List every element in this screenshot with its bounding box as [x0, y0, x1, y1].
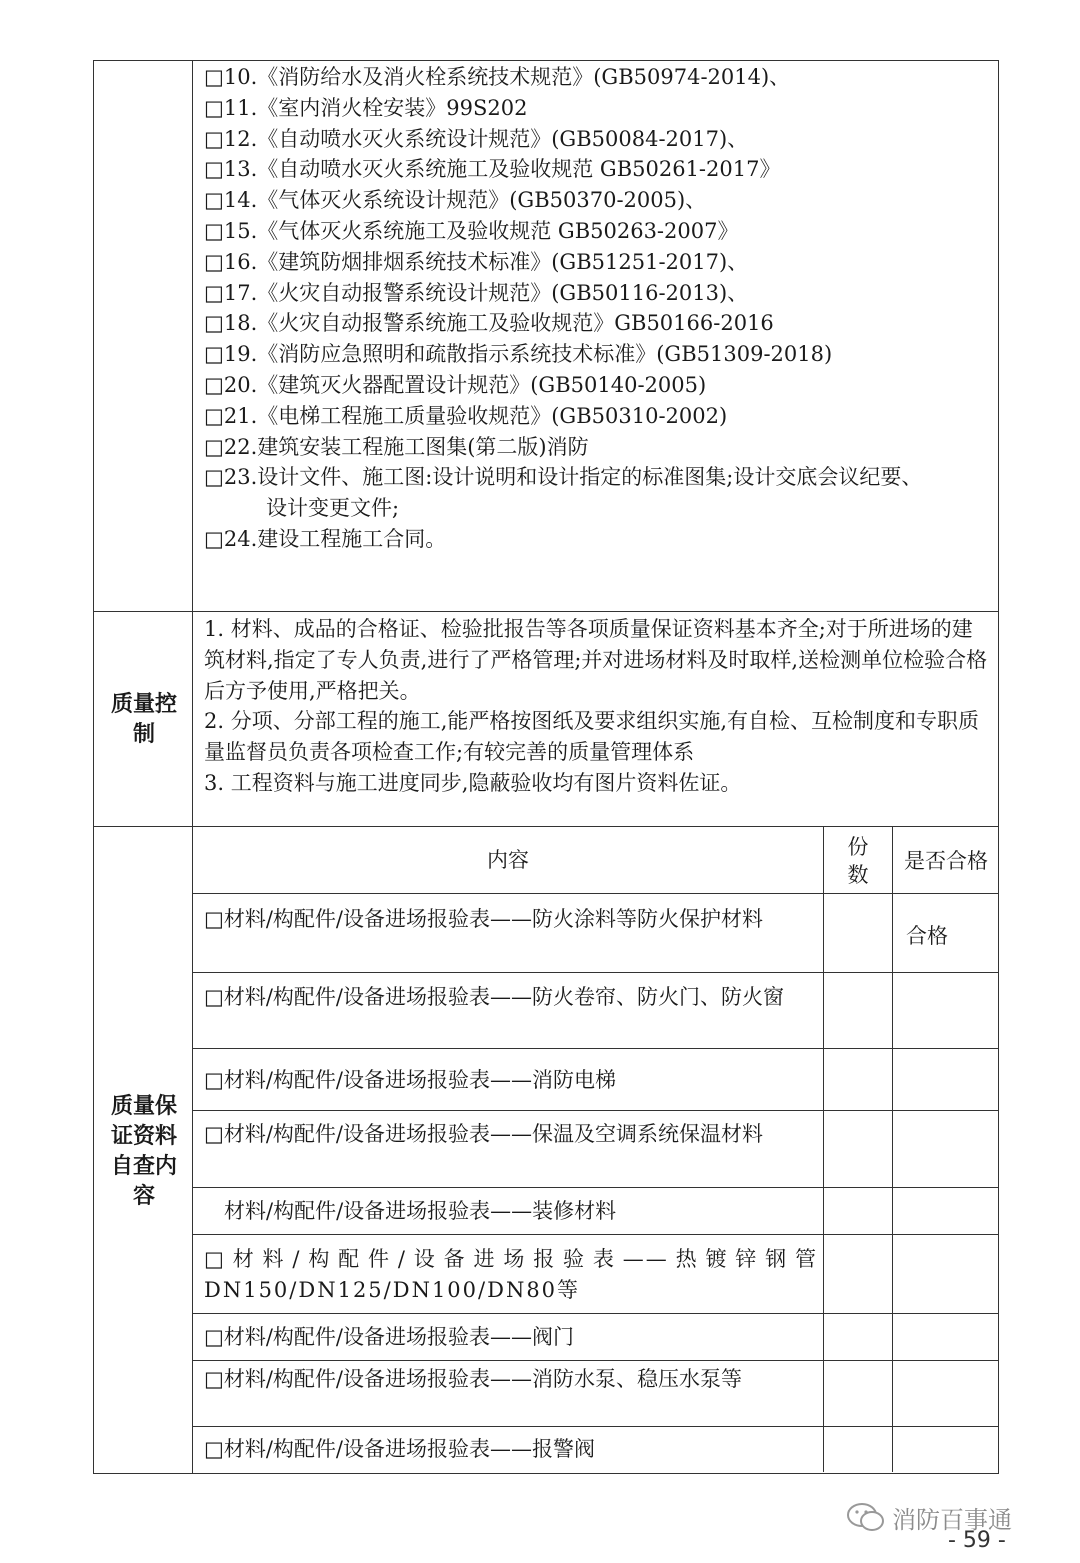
header-qualified: 是否合格 [904, 849, 988, 873]
qualified-value: 合格 [906, 924, 948, 948]
section-divider [93, 611, 999, 612]
reference-item: □18.《火灾自动报警系统施工及验收规范》GB50166-2016 [204, 311, 774, 336]
copies-column-divider [823, 826, 824, 1472]
quality-control-paragraph: 1. 材料、成品的合格证、检验批报告等各项质量保证资料基本齐全;对于所进场的建筑材料,指定了专人负责,进行了严格管理;并对进场材料及时取样,送检测单位检验合格后方予使用,严格把关。 [204, 617, 988, 703]
page-number: - 59 - [948, 1528, 1006, 1553]
header-content: 内容 [487, 848, 529, 872]
quality-control-paragraph: 2. 分项、分部工程的施工,能严格按图纸及要求组织实施,有自检、互检制度和专职质量监督员负责各项检查工作;有较完善的质量管理体系 [204, 709, 980, 765]
reference-item: □10.《消防给水及消火栓系统技术规范》(GB50974-2014)、 [204, 65, 791, 89]
self-check-row: □材料/构配件/设备进场报验表——阀门 [204, 1325, 574, 1349]
row-divider [192, 1048, 999, 1049]
reference-item: □22.建筑安装工程施工图集(第二版)消防 [204, 434, 589, 459]
reference-item: □23.设计文件、施工图:设计说明和设计指定的标准图集;设计交底会议纪要、 [204, 465, 923, 490]
label-column-divider [192, 60, 193, 1474]
reference-item: □19.《消防应急照明和疏散指示系统技术标准》(GB51309-2018) [204, 342, 833, 367]
self-check-label-text: 质量保证资料自查内容 [110, 1094, 177, 1209]
reference-item: □17.《火灾自动报警系统设计规范》(GB50116-2013)、 [204, 280, 749, 305]
row-divider [192, 1234, 999, 1235]
qualified-column-divider [892, 826, 893, 1472]
wechat-icon [846, 1501, 886, 1535]
reference-item: □16.《建筑防烟排烟系统技术标准》(GB51251-2017)、 [204, 249, 749, 274]
self-check-row: □材料/构配件/设备进场报验表——消防电梯 [204, 1068, 616, 1092]
self-check-label [96, 1092, 192, 1212]
reference-item: □20.《建筑灭火器配置设计规范》(GB50140-2005) [204, 372, 707, 397]
self-check-row: □材料/构配件/设备进场报验表——消防水泵、稳压水泵等 [204, 1367, 742, 1391]
reference-list [204, 62, 994, 555]
self-check-row: □材料/构配件/设备进场报验表——热镀锌钢管DN150/DN125/DN100/DN80等 [204, 1247, 818, 1302]
header-copies: 份数 [847, 835, 869, 887]
quality-control-label-text: 质量控制 [110, 692, 177, 747]
reference-item: □24.建设工程施工合同。 [204, 526, 447, 551]
row-divider [192, 1187, 999, 1188]
row-divider [192, 1313, 999, 1314]
watermark-text: 消防百事通 [892, 1506, 1012, 1534]
row-divider [192, 1360, 999, 1361]
self-check-row: □材料/构配件/设备进场报验表——防火卷帘、防火门、防火窗 [204, 985, 784, 1009]
reference-item: □14.《气体灭火系统设计规范》(GB50370-2005)、 [204, 188, 707, 213]
self-check-row: □材料/构配件/设备进场报验表——防火涂料等防火保护材料 [204, 907, 763, 931]
reference-item-continued: 设计变更文件; [266, 496, 400, 521]
quality-control-body [204, 614, 990, 799]
row-divider [192, 972, 999, 973]
quality-control-label [96, 690, 192, 750]
self-check-row: 材料/构配件/设备进场报验表——装修材料 [224, 1199, 617, 1223]
self-check-row: □材料/构配件/设备进场报验表——保温及空调系统保温材料 [204, 1122, 763, 1146]
row-divider [192, 1426, 999, 1427]
self-check-row: □材料/构配件/设备进场报验表——报警阀 [204, 1437, 595, 1461]
reference-item: □13.《自动喷水灭火系统施工及验收规范 GB50261-2017》 [204, 157, 781, 182]
row-divider [192, 1110, 999, 1111]
quality-control-paragraph: 3. 工程资料与施工进度同步,隐蔽验收均有图片资料佐证。 [204, 770, 742, 795]
reference-item: □15.《气体灭火系统施工及验收规范 GB50263-2007》 [204, 218, 739, 243]
reference-item: □21.《电梯工程施工质量验收规范》(GB50310-2002) [204, 403, 728, 428]
reference-item: □11.《室内消火栓安装》99S202 [204, 95, 528, 120]
reference-item: □12.《自动喷水灭火系统设计规范》(GB50084-2017)、 [204, 126, 749, 151]
row-divider [192, 893, 999, 894]
